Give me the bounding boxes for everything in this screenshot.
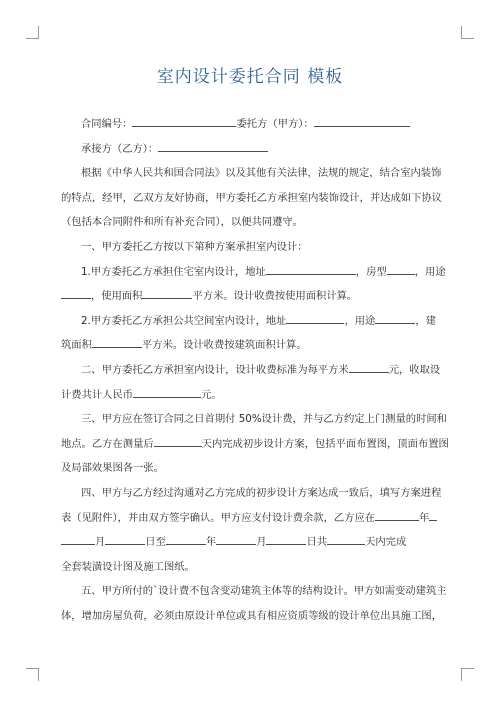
text-span: 年 xyxy=(205,536,217,549)
public-address-blank[interactable] xyxy=(286,312,344,324)
total-days-blank[interactable] xyxy=(327,533,365,545)
text-span: 天内完成初步设计方案，包括平面布置图，顶面布置图 xyxy=(201,437,449,450)
clause-1-item-1-line-2 xyxy=(61,284,449,309)
clause-4-line-3 xyxy=(61,530,449,555)
intro-line-3: （包括本合同附件和所有补充合同），以便共同遵守。 xyxy=(61,216,303,229)
clause-4-line-4: 全套装潢设计图及施工图纸。 xyxy=(61,560,195,573)
text-span: 月 xyxy=(256,536,267,549)
text-span: 元。 xyxy=(201,388,222,401)
clause-1-item-2-line-2 xyxy=(61,333,449,358)
clause-5-line-2: 体，增加房屋负荷，必须由原设计单位或具有相应资质等级的设计单位出具施工图， xyxy=(61,609,442,622)
start-month-blank[interactable] xyxy=(61,533,95,545)
text-span: 二、甲方委托乙方承担室内设计，设计收费标准为每平方米 xyxy=(81,363,349,376)
party-a-label: 委托方（甲方）： xyxy=(236,118,314,130)
text-span: ，建 xyxy=(415,314,436,327)
house-type-blank[interactable] xyxy=(387,263,415,275)
crop-mark-top-right xyxy=(461,26,474,39)
start-year-blank[interactable] xyxy=(375,509,419,521)
fee-per-sqm-blank[interactable] xyxy=(349,361,389,373)
text-span: 1.甲方委托乙方承担住宅室内设计，地址 xyxy=(81,265,266,278)
text-span: 天内完成 xyxy=(365,536,407,549)
text-span: 地点。乙方在测量后 xyxy=(61,437,154,450)
end-day-blank[interactable] xyxy=(266,533,306,545)
text-span: 计费共计人民币 xyxy=(61,388,134,401)
text-span: ，用途 xyxy=(344,314,376,327)
intro-line-2: 的特点，经甲，乙双方友好协商，甲方委托乙方承担室内装饰设计，并达成如下协议 xyxy=(61,191,442,204)
clause-2-line-2 xyxy=(61,383,449,408)
text-span: 表（见附件），并由双方签字确认。甲方应支付设计费余款，乙方应在 xyxy=(61,511,376,524)
usable-area-blank[interactable] xyxy=(142,287,192,299)
crop-mark-bottom-right xyxy=(461,668,474,681)
clause-4-line-2 xyxy=(61,506,449,531)
clause-3-line-1: 三、甲方应在签订合同之日首期付 50%设计费，并与乙方约定上门测量的时间和 xyxy=(81,413,447,426)
contract-number-label: 合同编号： xyxy=(81,118,133,130)
clause-1-heading: 一、甲方委托乙方按以下第种方案承担室内设计： xyxy=(81,240,308,253)
clause-1-item-2-line-1 xyxy=(61,309,449,334)
clause-1-item-1-line-1 xyxy=(61,260,449,285)
text-span: 月 xyxy=(95,536,106,549)
clause-2-line-1 xyxy=(61,358,449,383)
usage-blank[interactable] xyxy=(61,287,91,299)
contract-body xyxy=(61,112,449,628)
clause-4-line-1: 四、甲方与乙方经过沟通对乙方完成的初步设计方案达成一致后，填写方案进程 xyxy=(81,486,442,499)
text-span: 日共 xyxy=(306,536,328,549)
end-month-blank[interactable] xyxy=(216,533,256,545)
document-title: 室内设计委托合同 模板 xyxy=(156,67,344,87)
total-fee-blank[interactable] xyxy=(133,386,201,398)
text-span: 年 xyxy=(419,511,430,524)
start-day-blank[interactable] xyxy=(105,533,145,545)
crop-mark-bottom-left xyxy=(26,668,39,681)
address-blank[interactable] xyxy=(266,263,356,275)
party-b-label: 承接方（乙方）： xyxy=(81,142,159,155)
start-month-blank-part[interactable] xyxy=(429,509,437,521)
crop-mark-top-left xyxy=(26,26,39,39)
text-span: ，使用面积 xyxy=(91,290,143,303)
party-b-line xyxy=(61,137,449,162)
party-b-blank[interactable] xyxy=(158,140,268,152)
clause-3-line-2 xyxy=(61,432,449,457)
text-span: ，用途 xyxy=(414,265,446,278)
clause-3-line-3: 及局部效果图各一张。 xyxy=(61,462,164,475)
text-span: 筑面积 xyxy=(61,339,92,352)
contract-number-line xyxy=(61,112,449,137)
party-a-blank[interactable] xyxy=(314,115,410,127)
clause-5-line-1: 五、甲方所付的`设计费不包含变动建筑主体等的结构设计。甲方如需变动建筑主 xyxy=(81,585,447,598)
building-area-blank[interactable] xyxy=(92,336,142,348)
text-span: ，房型 xyxy=(355,265,387,278)
text-span: 平方米。设计收费按使用面积计算。 xyxy=(192,290,358,303)
text-span: 日至 xyxy=(145,536,166,549)
public-usage-blank[interactable] xyxy=(375,312,415,324)
intro-line-1: 根据《中华人民共和国合同法》以及其他有关法律，法规的规定，结合室内装饰 xyxy=(81,167,442,180)
text-span: 平方米。设计收费按建筑面积计算。 xyxy=(141,339,307,352)
end-year-blank[interactable] xyxy=(166,533,206,545)
initial-design-days-blank[interactable] xyxy=(154,435,202,447)
text-span: 元，收取设 xyxy=(388,363,441,376)
text-span: 2.甲方委托乙方承担公共空间室内设计，地址 xyxy=(81,314,287,327)
contract-number-blank[interactable] xyxy=(132,115,236,127)
